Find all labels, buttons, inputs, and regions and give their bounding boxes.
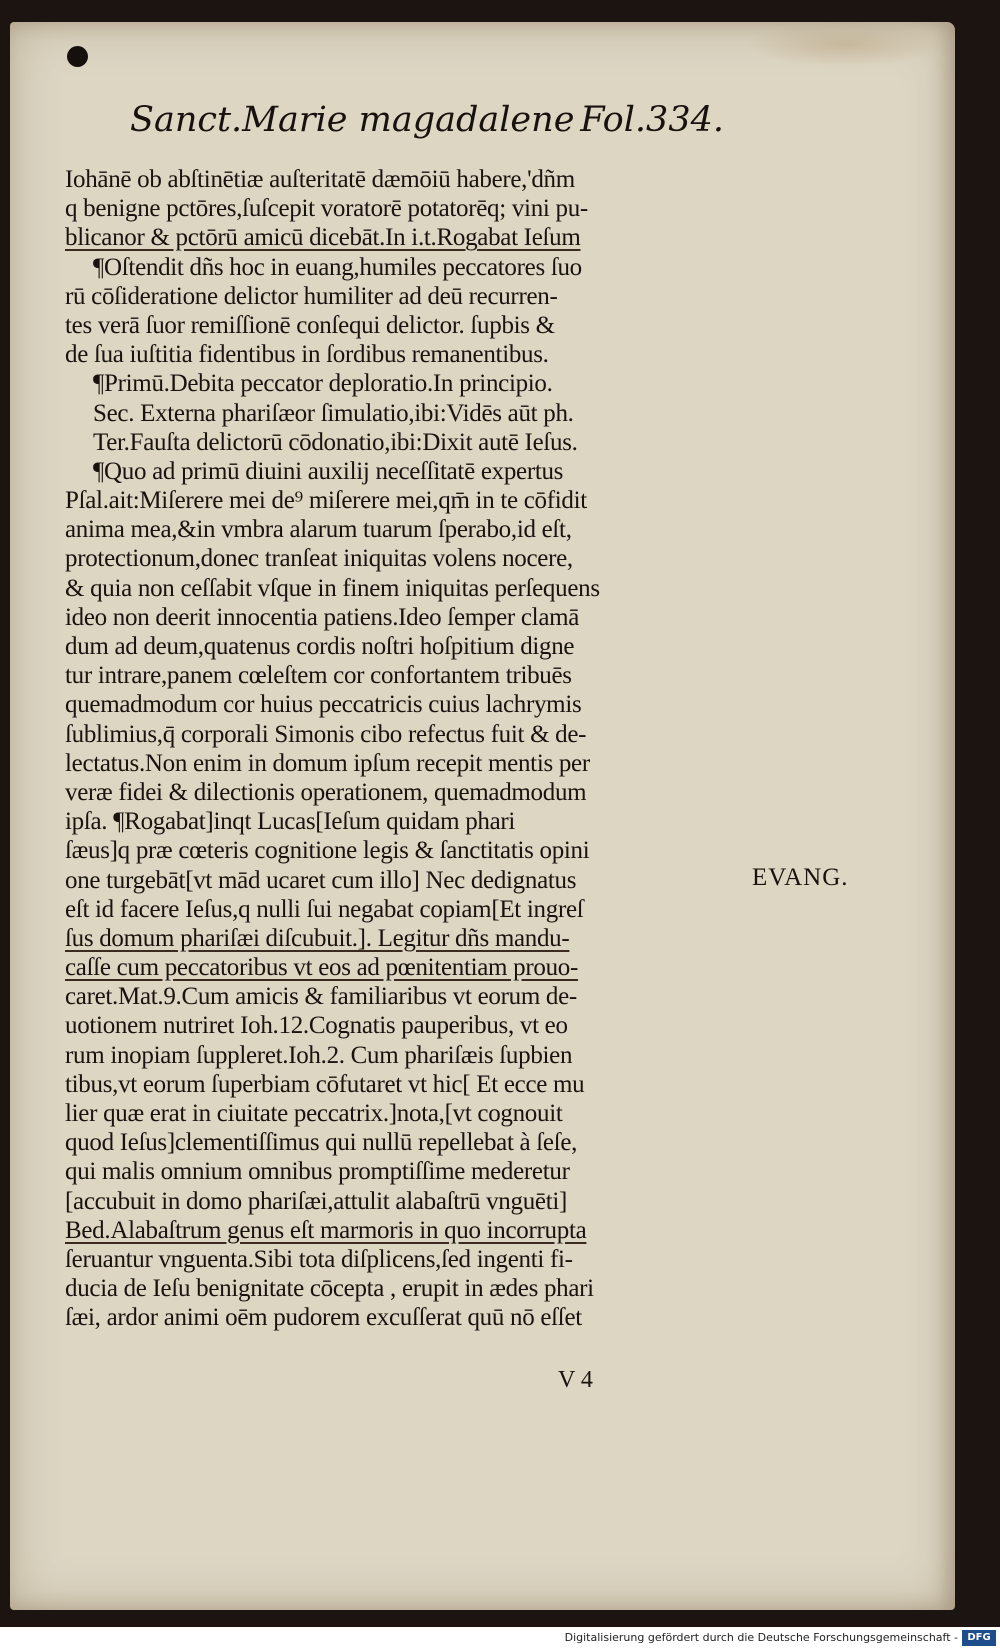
text-line: lectatus.Non enim in domum ipſum recepit mentis per [65, 749, 590, 777]
text-line: caſſe cum peccatoribus vt eos ad pœnitentiam prouo- [65, 954, 578, 982]
text-line: anima mea,&in vmbra alarum tuarum ſperabo,id eſt, [65, 516, 572, 544]
margin-note: EVANG. [752, 864, 849, 891]
punch-hole [67, 46, 88, 67]
text-line: dum ad deum,quatenus cordis noſtri hoſpitium digne [65, 633, 575, 660]
text-line: & quia non ceſſabit vſque in finem iniquitas perſequens [65, 574, 600, 602]
book-page [10, 22, 955, 1610]
main-text-block [65, 165, 745, 1333]
text-line: rum inopiam ſuppleret.Ioh.2. Cum phariſæis ſupbien [65, 1041, 573, 1069]
text-line: Bed.Alabaſtrum genus eſt marmoris in quo incorrupta [65, 1216, 587, 1244]
text-line: quod Ieſus]clementiſſimus qui nullū repellebat à ſeſe, [65, 1129, 578, 1157]
text-line: ¶Quo ad primū diuini auxilij neceſſitatē expertus [93, 457, 564, 485]
text-line: ideo non deerit innocentia patiens.Ideo ſemper clamā [65, 603, 580, 631]
text-line: veræ fidei & dilectionis operationem, quemadmodum [65, 778, 587, 806]
text-line: Sec. Externa phariſæor ſimulatio,ibi:Vidēs aūt ph. [93, 399, 574, 427]
text-line: de ſua iuſtitia fidentibus in ſordibus remanentibus. [65, 341, 549, 369]
digitization-footer [0, 1627, 1000, 1651]
folio-number: Fol.334. [580, 100, 724, 140]
text-line: rū cōſideratione delictor humiliter ad deū recurren- [65, 282, 558, 310]
text-line: uotionem nutriret Ioh.12.Cognatis pauperibus, vt eo [65, 1012, 568, 1040]
text-line: eſt id facere Ieſus,q nulli ſui negabat copiam[Et ingreſ [65, 895, 584, 923]
text-line: protectionum,donec tranſeat iniquitas volens nocere, [65, 545, 573, 573]
text-line: q benigne pctōres,ſuſcepit voratorē potatorēq; vini pu- [65, 195, 588, 223]
text-line: ¶Primū.Debita peccator deploratio.In principio. [93, 370, 553, 398]
text-line: ſus domum phariſæi diſcubuit.]. Legitur dñs mandu- [65, 924, 570, 952]
text-line: tes verā ſuor remiſſionē conſequi delictor. ſupbis & [65, 311, 555, 339]
text-line: ſeruantur vnguenta.Sibi tota diſplicens,ſed ingenti fi- [65, 1245, 573, 1273]
text-line: caret.Mat.9.Cum amicis & familiaribus vt eorum de- [65, 983, 577, 1011]
footer-credit: Digitalisierung gefördert durch die Deutsche Forschungsgemeinschaft - [564, 1631, 958, 1644]
text-line: Pſal.ait:Miſerere mei de⁹ miſerere mei,qm̄ in te cōfidit [65, 487, 587, 515]
text-line: ſublimius,q̄ corporali Simonis cibo refectus fuit & de- [65, 720, 587, 748]
text-line: ſæus]q præ cœteris cognitione legis & ſanctitatis opini [65, 837, 590, 865]
text-line: qui malis omnium omnibus promptiſſime mederetur [65, 1158, 570, 1186]
text-line: tur intrare,panem cœleſtem cor confortantem tribuēs [65, 662, 572, 690]
text-line: Iohānē ob abſtinētiæ auſteritatē dæmōiū habere,'dñm [65, 166, 575, 193]
running-head-title: Sanct.Marie magadalene [130, 100, 575, 140]
text-line: lier quæ erat in ciuitate peccatrix.]nota,[vt cognouit [65, 1100, 563, 1127]
text-line: blicanor & pctōrū amicū dicebāt.In i.t.Rogabat Ieſum [65, 224, 581, 252]
running-head [120, 90, 730, 150]
paper-stain [745, 22, 945, 67]
text-line: ¶Oſtendit dñs hoc in euang,humiles peccatores ſuo [93, 253, 582, 281]
text-line: quemadmodum cor huius peccatricis cuius lachrymis [65, 691, 582, 719]
text-line: Ter.Fauſta delictorū cōdonatio,ibi:Dixit autē Ieſus. [93, 428, 578, 456]
text-line: tibus,vt eorum ſuperbiam cōfutaret vt hic[ Et ecce mu [65, 1070, 585, 1098]
dfg-logo: DFG [962, 1630, 996, 1646]
signature-mark: V 4 [558, 1367, 593, 1393]
text-line: one turgebāt[vt mād ucaret cum illo] Nec dedignatus [65, 866, 577, 894]
text-line: ducia de Ieſu benignitate cōcepta , erupit in ædes phari [65, 1275, 594, 1303]
text-line: ipſa. ¶Rogabat]inqt Lucas[Ieſum quidam phari [65, 808, 516, 836]
text-line: [accubuit in domo phariſæi,attulit alabaſtrū vnguēti] [65, 1187, 568, 1215]
text-line: ſæi, ardor animi oēm pudorem excuſſerat quū nō eſſet [65, 1304, 582, 1332]
